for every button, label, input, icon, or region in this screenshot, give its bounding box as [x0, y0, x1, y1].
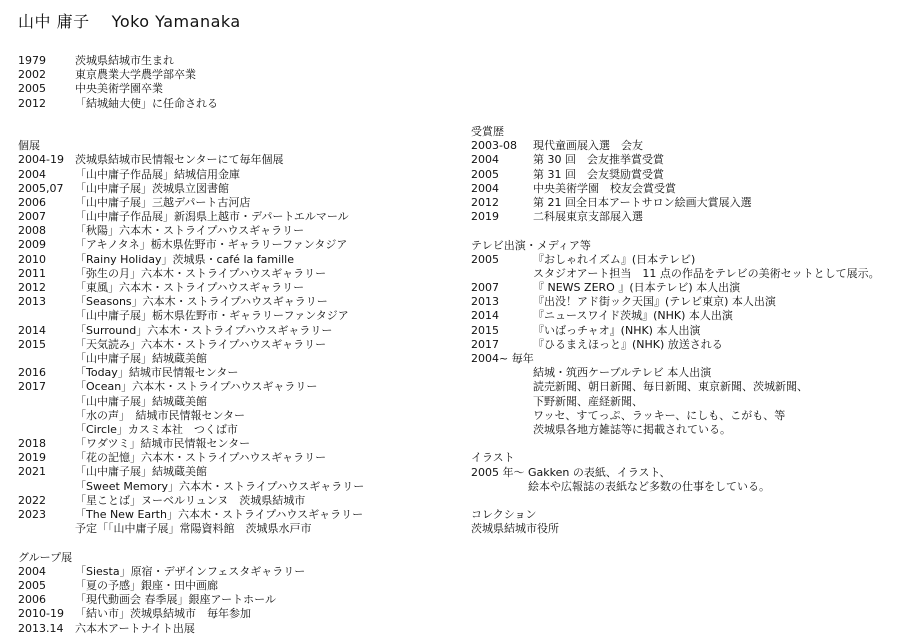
solo-row [18, 494, 458, 508]
solo-text: 「Seasons」六本木・ストライプハウスギャラリー [75, 295, 328, 309]
solo-row [18, 366, 458, 380]
solo-row [18, 465, 458, 479]
illust-text: 絵本や広報誌の表紙など多数の仕事をしている。 [528, 479, 770, 493]
media-2004-row [471, 409, 891, 423]
award-text: 第 31 回 会友奨励賞受賞 [533, 167, 664, 181]
award-year: 2004 [471, 181, 499, 195]
bio-row [18, 97, 458, 111]
solo-text: 「Sweet Memory」六本木・ストライプハウスギャラリー [75, 479, 365, 493]
award-year: 2019 [471, 210, 499, 224]
awards-section [471, 125, 891, 224]
solo-text: 「水の声」 結城市民情報センター [75, 408, 246, 422]
solo-text: 予定「「山中庸子展」常陽資料館 茨城県水戸市 [75, 522, 312, 536]
group-year: 2004 [18, 564, 46, 578]
solo-text: 「花の記憶」六本木・ストライプハウスギャラリー [75, 451, 327, 465]
bio-text: 東京農業大学農学部卒業 [75, 68, 196, 82]
solo-row [18, 324, 458, 338]
solo-row [18, 508, 458, 522]
solo-year: 2006 [18, 195, 46, 209]
bio-text: 中央美術学園卒業 [75, 82, 163, 96]
solo-year: 2005,07 [18, 181, 64, 195]
solo-row [18, 451, 458, 465]
illust-row [471, 480, 891, 494]
solo-year: 2018 [18, 437, 46, 451]
solo-text: 「ワダツミ」結城市民情報センター [75, 437, 251, 451]
solo-text: 「山中庸子展」茨城県立図書館 [75, 181, 229, 195]
media-text: 『いばっチャオ』(NHK) 本人出演 [533, 323, 701, 337]
bio-row [18, 68, 458, 82]
award-row [471, 210, 891, 224]
solo-row [18, 423, 458, 437]
solo-text: 「Ocean」六本木・ストライプハウスギャラリー [75, 380, 318, 394]
solo-heading: 個展 [18, 139, 40, 153]
solo-text: 「東風」六本木・ストライプハウスギャラリー [75, 281, 305, 294]
solo-row [18, 409, 458, 423]
solo-row [18, 480, 458, 494]
solo-year: 2008 [18, 224, 46, 238]
bio-year: 2002 [18, 68, 46, 82]
media-row [471, 324, 891, 338]
bio-year: 1979 [18, 54, 46, 67]
illust-heading: イラスト [471, 451, 515, 465]
collection-heading: コレクション [471, 508, 537, 522]
solo-row [18, 380, 458, 394]
solo-text: 「弥生の月」六本木・ストライプハウスギャラリー [75, 266, 327, 280]
award-year: 2003-08 [471, 139, 517, 153]
left-column [18, 54, 458, 636]
page-title: 山中 庸子 Yoko Yamanaka [18, 12, 241, 31]
media-year: 2015 [471, 323, 499, 337]
solo-year: 2004-19 [18, 153, 64, 167]
group-year: 2005 [18, 578, 46, 592]
bio-text: 茨城県結城市生まれ [75, 54, 174, 67]
media-year [471, 267, 533, 281]
award-year: 2012 [471, 195, 499, 209]
solo-year: 2021 [18, 465, 46, 479]
solo-year: 2013 [18, 295, 46, 309]
awards-heading: 受賞歴 [471, 125, 504, 138]
solo-row [18, 210, 458, 224]
solo-text: 「山中庸子作品展」新潟県上越市・デパートエルマール [75, 210, 349, 224]
illustration-section [471, 451, 891, 494]
solo-row [18, 281, 458, 295]
solo-text: 「The New Earth」六本木・ストライプハウスギャラリー [75, 508, 364, 521]
group-year: 2013.14 [18, 621, 64, 635]
media-year: 2017 [471, 337, 499, 351]
solo-row [18, 522, 458, 536]
solo-text: 「星ことば」ヌーベルリュンヌ 茨城県結城市 [75, 493, 306, 507]
award-text: 現代童画展入選 会友 [533, 139, 643, 153]
solo-text: 「Rainy Holiday」茨城県・café la famille [75, 252, 295, 266]
award-text: 第 30 回 会友推挙賞受賞 [533, 153, 664, 167]
award-row [471, 168, 891, 182]
solo-year: 2004 [18, 167, 46, 181]
solo-year: 2022 [18, 493, 46, 507]
solo-row [18, 168, 458, 182]
group-row [18, 607, 458, 621]
media-text: 『おしゃれイズム』(日本テレビ) [533, 252, 696, 266]
award-year: 2004 [471, 153, 499, 167]
bio-text: 「結城紬大使」に任命される [75, 96, 218, 110]
media-2004-text: 結城・筑西ケーブルテレビ 本人出演 [533, 366, 712, 380]
solo-row [18, 267, 458, 281]
illust-year: 2005 年～ [471, 465, 525, 479]
solo-row [18, 338, 458, 352]
solo-year: 2017 [18, 380, 46, 394]
solo-year: 2012 [18, 281, 46, 294]
media-text: 『ニュースワイド茨城』(NHK) 本人出演 [533, 309, 733, 323]
media-2004-text: 茨城県各地方雑誌等に掲載されている。 [533, 422, 731, 436]
award-row [471, 196, 891, 210]
media-row [471, 253, 891, 267]
media-2004-text: 読売新聞、朝日新聞、毎日新聞、東京新聞、茨城新聞、 [533, 380, 808, 394]
solo-text: 「アキノタネ」栃木県佐野市・ギャラリーファンタジア [75, 238, 348, 252]
solo-year: 2023 [18, 508, 46, 521]
solo-year [18, 309, 75, 323]
solo-text: 「山中庸子作品展」結城信用金庫 [75, 167, 240, 181]
solo-row [18, 182, 458, 196]
award-text: 第 21 回全日本アートサロン絵画大賞展入選 [533, 195, 752, 209]
media-row [471, 295, 891, 309]
media-year: 2005 [471, 252, 499, 266]
group-text: 「現代動画会 春季展」銀座アートホール [75, 593, 276, 607]
award-year: 2005 [471, 167, 499, 181]
solo-year: 2010 [18, 252, 46, 266]
solo-row [18, 352, 458, 366]
media-2004-label: 2004~ 毎年 [471, 352, 534, 365]
group-heading: グループ展 [18, 550, 73, 564]
solo-text: 「天気読み」六本木・ストライプハウスギャラリー [75, 337, 327, 351]
solo-text: 「山中庸子展」結城蔵美館 [75, 465, 207, 479]
media-2004-text: 下野新聞、産経新聞、 [533, 394, 643, 408]
solo-year: 2014 [18, 323, 46, 337]
solo-row [18, 196, 458, 210]
solo-year [18, 480, 75, 494]
group-text: 六本木アートナイト出展 [75, 621, 195, 635]
media-2004-row [471, 423, 891, 437]
bio-year: 2012 [18, 96, 46, 110]
bio-section [18, 54, 458, 111]
award-row [471, 139, 891, 153]
collection-text: 茨城県結城市役所 [471, 522, 559, 536]
illust-row [471, 466, 891, 480]
award-text: 中央美術学園 校友会賞受賞 [533, 181, 676, 195]
collection-section [471, 508, 891, 536]
bio-row [18, 54, 458, 68]
group-year: 2006 [18, 593, 46, 607]
solo-year: 2019 [18, 451, 46, 465]
solo-row [18, 253, 458, 267]
group-year: 2010-19 [18, 607, 64, 621]
solo-year: 2009 [18, 238, 46, 252]
solo-year: 2016 [18, 366, 46, 380]
group-text: 「夏の予感」銀座・田中画廊 [75, 578, 218, 592]
group-row [18, 565, 458, 579]
solo-text: 「山中庸子展」結城蔵美館 [75, 394, 207, 408]
solo-row [18, 437, 458, 451]
media-year: 2007 [471, 281, 499, 295]
media-row [471, 267, 891, 281]
solo-row [18, 153, 458, 167]
solo-text: 「秋陽」六本木・ストライプハウスギャラリー [75, 224, 305, 238]
solo-row [18, 395, 458, 409]
solo-exhibitions-section [18, 139, 458, 536]
solo-year [18, 522, 75, 536]
media-2004-row [471, 395, 891, 409]
award-row [471, 182, 891, 196]
media-2004-text: ワッセ、すてっぷ、ラッキー、にしも、こがも、等 [533, 408, 786, 422]
media-row [471, 281, 891, 295]
solo-text: 「山中庸子展」結城蔵美館 [75, 351, 207, 365]
solo-year [18, 352, 75, 366]
illust-text: Gakken の表紙、イラスト、 [528, 465, 671, 479]
media-row [471, 309, 891, 323]
solo-row [18, 295, 458, 309]
group-text: 「Siesta」原宿・デザインフェスタギャラリー [75, 564, 306, 578]
award-text: 二科展東京支部展入選 [533, 210, 643, 224]
media-row [471, 338, 891, 352]
solo-year [18, 409, 75, 423]
media-text: スタジオアート担当 11 点の作品をテレビの美術セットとして展示。 [533, 266, 880, 280]
group-text: 「結い市」茨城県結城市 毎年参加 [75, 607, 251, 621]
group-row [18, 579, 458, 593]
solo-year: 2007 [18, 210, 46, 224]
solo-text: 「Surround」六本木・ストライプハウスギャラリー [75, 323, 333, 337]
solo-row [18, 224, 458, 238]
bio-year: 2005 [18, 82, 46, 96]
award-row [471, 153, 891, 167]
bio-row [18, 82, 458, 96]
group-row [18, 593, 458, 607]
media-text: 『 NEWS ZERO 』(日本テレビ) 本人出演 [533, 281, 741, 295]
media-year: 2013 [471, 295, 499, 309]
media-text: 『ひるまえほっと』(NHK) 放送される [533, 337, 723, 351]
media-2004-row [471, 366, 891, 380]
right-column [471, 125, 891, 536]
solo-year [18, 395, 75, 409]
solo-text: 「山中庸子展」栃木県佐野市・ギャラリーファンタジア [75, 309, 349, 323]
solo-year: 2015 [18, 337, 46, 351]
group-exhibitions-section [18, 551, 458, 636]
solo-text: 「山中庸子展」三越デパート古河店 [75, 195, 251, 209]
media-year: 2014 [471, 309, 499, 323]
solo-year [18, 423, 75, 437]
media-text: 『出没！アド街ック天国』(テレビ東京) 本人出演 [533, 295, 776, 309]
solo-text: 「Today」結城市民情報センター [75, 366, 239, 380]
media-2004-row [471, 380, 891, 394]
solo-row [18, 309, 458, 323]
media-section [471, 239, 891, 438]
solo-year: 2011 [18, 266, 46, 280]
solo-text: 茨城県結城市民情報センターにて毎年個展 [75, 153, 284, 167]
solo-row [18, 238, 458, 252]
media-heading: テレビ出演・メディア等 [471, 238, 591, 252]
solo-text: 「Circle」カスミ本社 つくば市 [75, 422, 238, 436]
